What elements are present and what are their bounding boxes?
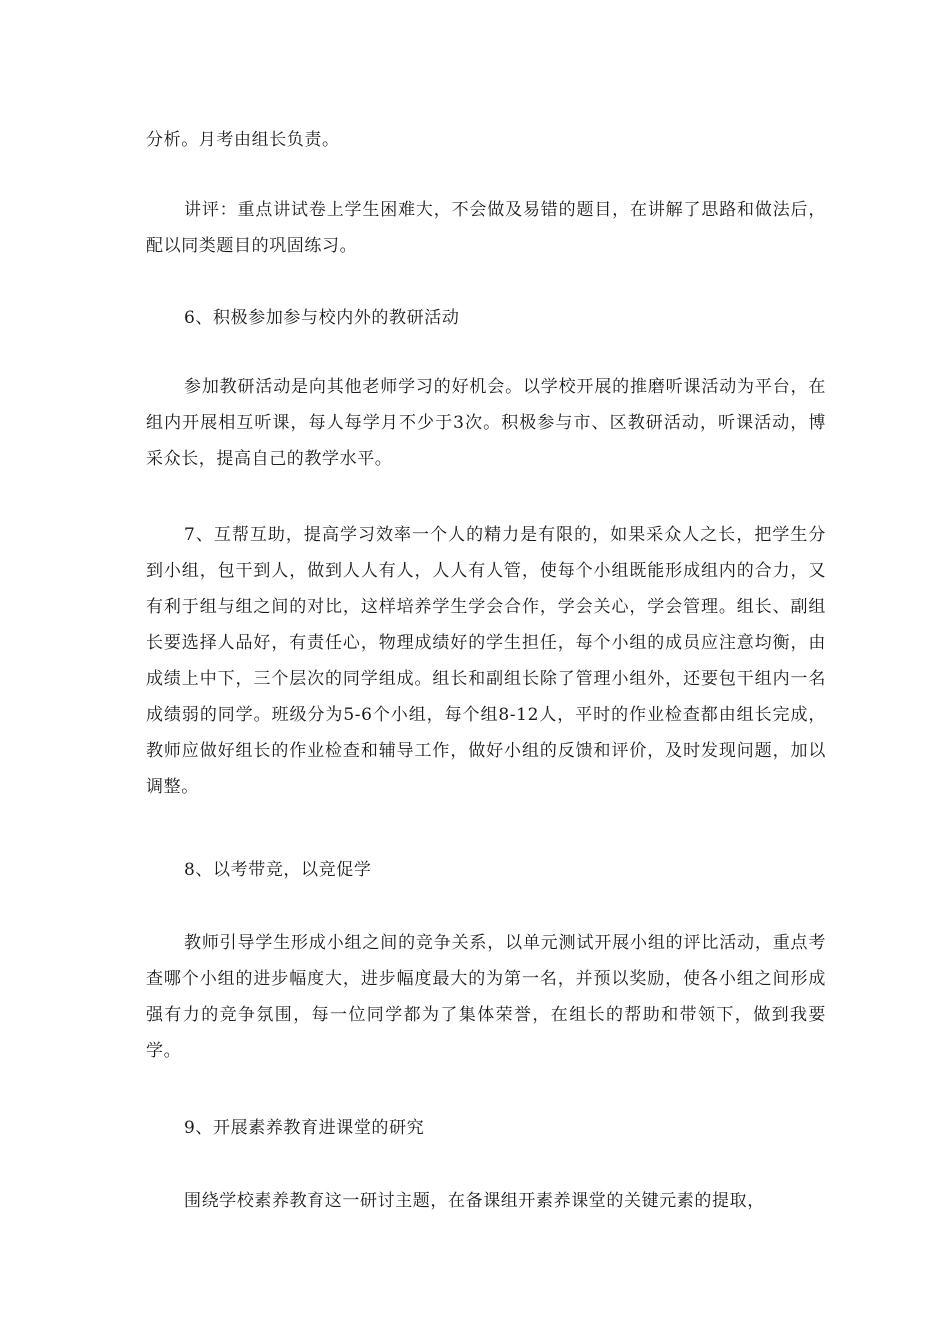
heading-section-6: 6、积极参加参与校内外的教研活动: [184, 308, 460, 328]
paragraph-literacy-research: 围绕学校素养教育这一研讨主题，在备课组开素养课堂的关键元素的提取，: [184, 1191, 765, 1211]
paragraph-competition: 教师引导学生形成小组之间的竞争关系，以单元测试开展小组的评比活动，重点考查哪个小组的进步幅度大，进步幅度最大的为第一名，并预以奖励，使各小组之间形成强有力的竞争氛围，每一位同学都为了集体荣誉，在组长的帮助和带领下，做到我要学。: [146, 933, 826, 1061]
paragraph-review: 讲评：重点讲试卷上学生困难大，不会做及易错的题目，在讲解了思路和做法后，配以同类题目的巩固练习。: [146, 200, 826, 256]
heading-section-9: 9、开展素养教育进课堂的研究: [184, 1118, 425, 1138]
paragraph-mutual-help: 7、互帮互助，提高学习效率一个人的精力是有限的，如果采众人之长，把学生分到小组，包干到人，做到人人有人，人人有人管，使每个小组既能形成组内的合力，又有利于组与组之间的对比，这样培养学生学会合作，学会关心，学会管理。组长、副组长要选择人品好，有责任心，物理成绩好的学生担任，每个小组的成员应注意均衡，由成绩上中下，三个层次的同学组成。组长和副组长除了管理小组外，还要包干组内一名成绩弱的同学。班级分为5-6个小组，每个组8-12人，平时的作业检查都由组长完成，教师应做好组长的作业检查和辅导工作，做好小组的反馈和评价，及时发现问题，加以调整。: [146, 525, 826, 797]
paragraph-exam-analysis: 分析。月考由组长负责。: [146, 130, 340, 150]
paragraph-teaching-research: 参加教研活动是向其他老师学习的好机会。以学校开展的推磨听课活动为平台，在组内开展相互听课，每人每学月不少于3次。积极参与市、区教研活动，听课活动，博采众长，提高自己的教学水平。: [146, 377, 826, 469]
heading-section-8: 8、以考带竞，以竞促学: [184, 860, 372, 880]
